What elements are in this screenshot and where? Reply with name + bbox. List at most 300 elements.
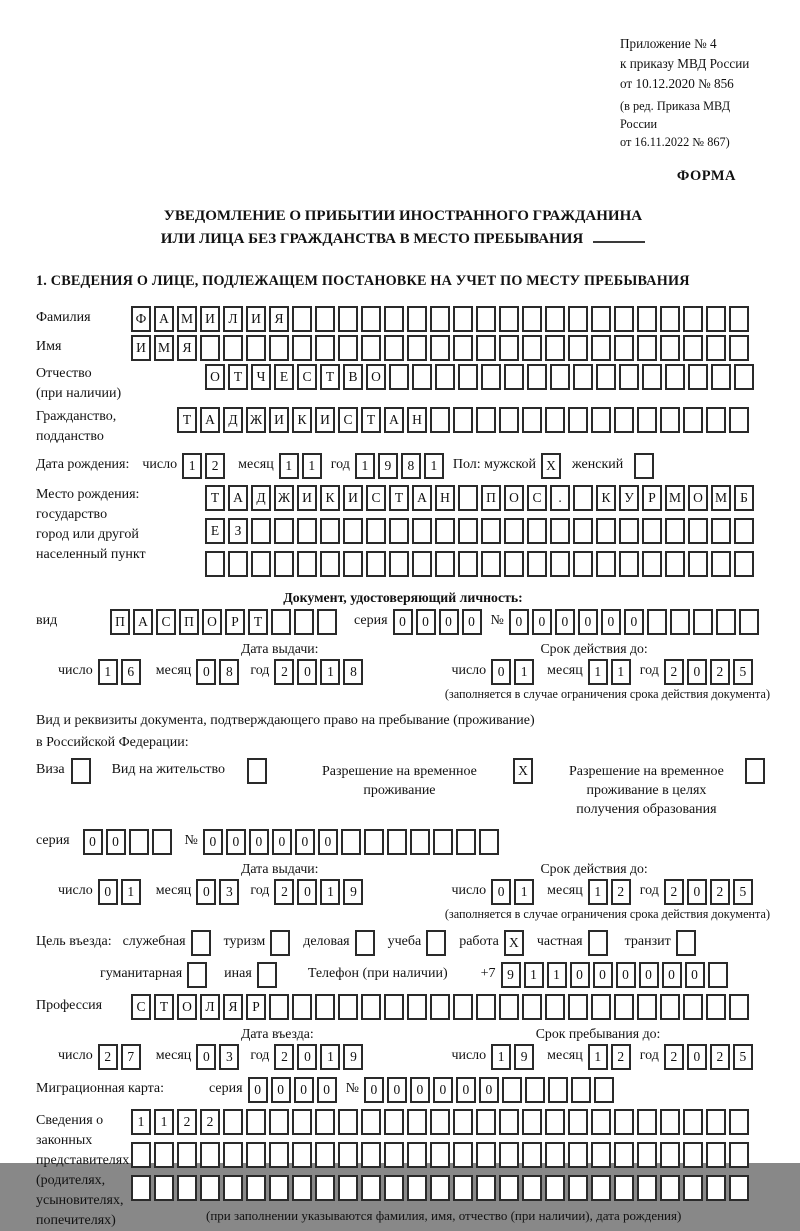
form-cell[interactable]: 0: [317, 1077, 337, 1103]
form-cell[interactable]: [366, 551, 386, 577]
form-cell[interactable]: 0: [318, 829, 338, 855]
form-cell[interactable]: 2: [177, 1109, 197, 1135]
form-cell[interactable]: А: [154, 306, 174, 332]
form-cell[interactable]: [131, 1175, 151, 1201]
form-cell[interactable]: [683, 306, 703, 332]
form-cell[interactable]: Т: [228, 364, 248, 390]
form-cell[interactable]: Л: [200, 994, 220, 1020]
form-cell[interactable]: [274, 518, 294, 544]
form-cell[interactable]: [364, 829, 384, 855]
form-cell[interactable]: [412, 551, 432, 577]
form-cell[interactable]: [315, 994, 335, 1020]
form-cell[interactable]: [270, 930, 290, 956]
form-cell[interactable]: 2: [664, 659, 684, 685]
form-cell[interactable]: 0: [272, 829, 292, 855]
form-cell[interactable]: 1: [320, 879, 340, 905]
form-cell[interactable]: [257, 962, 277, 988]
form-cell[interactable]: X: [541, 453, 561, 479]
form-cell[interactable]: 2: [274, 1044, 294, 1070]
form-cell[interactable]: [729, 407, 749, 433]
form-cell[interactable]: [693, 609, 713, 635]
form-cell[interactable]: [683, 1109, 703, 1135]
form-cell[interactable]: 5: [733, 879, 753, 905]
form-cell[interactable]: [453, 1109, 473, 1135]
form-cell[interactable]: [729, 994, 749, 1020]
form-cell[interactable]: [729, 1109, 749, 1135]
form-cell[interactable]: М: [711, 485, 731, 511]
form-cell[interactable]: 1: [279, 453, 299, 479]
form-cell[interactable]: [292, 1142, 312, 1168]
form-cell[interactable]: [619, 364, 639, 390]
form-cell[interactable]: 2: [710, 879, 730, 905]
form-cell[interactable]: [297, 518, 317, 544]
form-cell[interactable]: 1: [121, 879, 141, 905]
form-cell[interactable]: [550, 551, 570, 577]
form-cell[interactable]: [683, 1142, 703, 1168]
form-cell[interactable]: [315, 1175, 335, 1201]
form-cell[interactable]: 0: [687, 1044, 707, 1070]
form-cell[interactable]: Н: [407, 407, 427, 433]
form-cell[interactable]: [341, 829, 361, 855]
form-cell[interactable]: Т: [205, 485, 225, 511]
form-cell[interactable]: С: [131, 994, 151, 1020]
form-cell[interactable]: [594, 1077, 614, 1103]
form-cell[interactable]: [430, 306, 450, 332]
form-cell[interactable]: [435, 518, 455, 544]
form-cell[interactable]: [504, 364, 524, 390]
form-cell[interactable]: У: [619, 485, 639, 511]
form-cell[interactable]: [596, 551, 616, 577]
form-cell[interactable]: 0: [639, 962, 659, 988]
form-cell[interactable]: [458, 485, 478, 511]
form-cell[interactable]: Ф: [131, 306, 151, 332]
form-cell[interactable]: 3: [219, 1044, 239, 1070]
form-cell[interactable]: 0: [83, 829, 103, 855]
form-cell[interactable]: [430, 1142, 450, 1168]
form-cell[interactable]: [642, 518, 662, 544]
form-cell[interactable]: [568, 994, 588, 1020]
form-cell[interactable]: [660, 407, 680, 433]
form-cell[interactable]: [343, 518, 363, 544]
form-cell[interactable]: З: [228, 518, 248, 544]
form-cell[interactable]: 1: [491, 1044, 511, 1070]
form-cell[interactable]: [361, 1175, 381, 1201]
form-cell[interactable]: [637, 407, 657, 433]
form-cell[interactable]: [614, 1175, 634, 1201]
form-cell[interactable]: [522, 994, 542, 1020]
form-cell[interactable]: [430, 1175, 450, 1201]
form-cell[interactable]: 0: [98, 879, 118, 905]
form-cell[interactable]: [315, 1142, 335, 1168]
form-cell[interactable]: [389, 551, 409, 577]
form-cell[interactable]: [688, 364, 708, 390]
form-cell[interactable]: [71, 758, 91, 784]
form-cell[interactable]: [545, 1175, 565, 1201]
form-cell[interactable]: 8: [219, 659, 239, 685]
form-cell[interactable]: [660, 1142, 680, 1168]
form-cell[interactable]: Е: [205, 518, 225, 544]
form-cell[interactable]: [660, 335, 680, 361]
form-cell[interactable]: С: [338, 407, 358, 433]
form-cell[interactable]: 2: [611, 879, 631, 905]
form-cell[interactable]: [706, 1142, 726, 1168]
form-cell[interactable]: 0: [687, 879, 707, 905]
form-cell[interactable]: И: [131, 335, 151, 361]
form-cell[interactable]: 7: [121, 1044, 141, 1070]
form-cell[interactable]: [458, 364, 478, 390]
form-cell[interactable]: [706, 1109, 726, 1135]
form-cell[interactable]: Т: [248, 609, 268, 635]
form-cell[interactable]: [481, 551, 501, 577]
form-cell[interactable]: [706, 407, 726, 433]
form-cell[interactable]: [453, 407, 473, 433]
form-cell[interactable]: И: [343, 485, 363, 511]
form-cell[interactable]: [481, 518, 501, 544]
form-cell[interactable]: [246, 1142, 266, 1168]
form-cell[interactable]: [320, 518, 340, 544]
form-cell[interactable]: [361, 335, 381, 361]
form-cell[interactable]: Т: [361, 407, 381, 433]
form-cell[interactable]: [223, 335, 243, 361]
form-cell[interactable]: [315, 1109, 335, 1135]
form-cell[interactable]: [154, 1175, 174, 1201]
form-cell[interactable]: Т: [389, 485, 409, 511]
form-cell[interactable]: [361, 306, 381, 332]
form-cell[interactable]: [729, 335, 749, 361]
form-cell[interactable]: [361, 994, 381, 1020]
form-cell[interactable]: [545, 1109, 565, 1135]
form-cell[interactable]: [619, 518, 639, 544]
form-cell[interactable]: 1: [320, 1044, 340, 1070]
form-cell[interactable]: [200, 1142, 220, 1168]
form-cell[interactable]: 2: [664, 1044, 684, 1070]
form-cell[interactable]: [591, 994, 611, 1020]
form-cell[interactable]: [504, 551, 524, 577]
form-cell[interactable]: [716, 609, 736, 635]
form-cell[interactable]: [729, 1175, 749, 1201]
form-cell[interactable]: [200, 335, 220, 361]
form-cell[interactable]: 1: [588, 879, 608, 905]
form-cell[interactable]: И: [269, 407, 289, 433]
form-cell[interactable]: Р: [642, 485, 662, 511]
form-cell[interactable]: А: [412, 485, 432, 511]
form-cell[interactable]: [591, 1175, 611, 1201]
form-cell[interactable]: [251, 551, 271, 577]
form-cell[interactable]: 1: [547, 962, 567, 988]
form-cell[interactable]: [453, 994, 473, 1020]
form-cell[interactable]: Л: [223, 306, 243, 332]
form-cell[interactable]: [338, 1109, 358, 1135]
form-cell[interactable]: [499, 994, 519, 1020]
form-cell[interactable]: 0: [297, 659, 317, 685]
form-cell[interactable]: X: [504, 930, 524, 956]
form-cell[interactable]: 9: [343, 879, 363, 905]
form-cell[interactable]: Р: [225, 609, 245, 635]
form-cell[interactable]: Ж: [274, 485, 294, 511]
form-cell[interactable]: А: [200, 407, 220, 433]
form-cell[interactable]: [637, 1109, 657, 1135]
form-cell[interactable]: 9: [378, 453, 398, 479]
form-cell[interactable]: Я: [177, 335, 197, 361]
form-cell[interactable]: [191, 930, 211, 956]
form-cell[interactable]: Т: [154, 994, 174, 1020]
form-cell[interactable]: 1: [98, 659, 118, 685]
form-cell[interactable]: Ч: [251, 364, 271, 390]
form-cell[interactable]: [614, 1142, 634, 1168]
form-cell[interactable]: О: [205, 364, 225, 390]
form-cell[interactable]: П: [179, 609, 199, 635]
form-cell[interactable]: [412, 518, 432, 544]
form-cell[interactable]: [637, 306, 657, 332]
form-cell[interactable]: [545, 1142, 565, 1168]
form-cell[interactable]: [292, 306, 312, 332]
form-cell[interactable]: [548, 1077, 568, 1103]
form-cell[interactable]: [729, 1142, 749, 1168]
form-cell[interactable]: [745, 758, 765, 784]
form-cell[interactable]: [739, 609, 759, 635]
form-cell[interactable]: [545, 335, 565, 361]
form-cell[interactable]: [430, 1109, 450, 1135]
form-cell[interactable]: [522, 1109, 542, 1135]
form-cell[interactable]: [683, 1175, 703, 1201]
form-cell[interactable]: [223, 1142, 243, 1168]
form-cell[interactable]: 0: [578, 609, 598, 635]
form-cell[interactable]: 0: [624, 609, 644, 635]
form-cell[interactable]: [389, 364, 409, 390]
form-cell[interactable]: 0: [462, 609, 482, 635]
form-cell[interactable]: М: [665, 485, 685, 511]
form-cell[interactable]: [499, 306, 519, 332]
form-cell[interactable]: Р: [246, 994, 266, 1020]
form-cell[interactable]: [591, 306, 611, 332]
form-cell[interactable]: [355, 930, 375, 956]
form-cell[interactable]: К: [596, 485, 616, 511]
form-cell[interactable]: [568, 1175, 588, 1201]
form-cell[interactable]: 0: [196, 659, 216, 685]
form-cell[interactable]: [591, 1142, 611, 1168]
form-cell[interactable]: [269, 1175, 289, 1201]
form-cell[interactable]: 0: [295, 829, 315, 855]
form-cell[interactable]: 1: [182, 453, 202, 479]
form-cell[interactable]: [573, 551, 593, 577]
form-cell[interactable]: [504, 518, 524, 544]
form-cell[interactable]: О: [688, 485, 708, 511]
form-cell[interactable]: 5: [733, 659, 753, 685]
form-cell[interactable]: [430, 994, 450, 1020]
form-cell[interactable]: [320, 551, 340, 577]
form-cell[interactable]: [660, 1109, 680, 1135]
form-cell[interactable]: [499, 407, 519, 433]
form-cell[interactable]: Д: [223, 407, 243, 433]
form-cell[interactable]: [550, 364, 570, 390]
form-cell[interactable]: [338, 1175, 358, 1201]
form-cell[interactable]: 0: [439, 609, 459, 635]
form-cell[interactable]: И: [246, 306, 266, 332]
form-cell[interactable]: [525, 1077, 545, 1103]
form-cell[interactable]: Я: [269, 306, 289, 332]
form-cell[interactable]: [361, 1142, 381, 1168]
form-cell[interactable]: [426, 930, 446, 956]
form-cell[interactable]: Е: [274, 364, 294, 390]
form-cell[interactable]: [634, 453, 654, 479]
form-cell[interactable]: [711, 551, 731, 577]
form-cell[interactable]: 0: [203, 829, 223, 855]
form-cell[interactable]: К: [320, 485, 340, 511]
form-cell[interactable]: [481, 364, 501, 390]
form-cell[interactable]: 0: [294, 1077, 314, 1103]
form-cell[interactable]: 1: [131, 1109, 151, 1135]
form-cell[interactable]: [706, 994, 726, 1020]
form-cell[interactable]: О: [177, 994, 197, 1020]
form-cell[interactable]: [292, 1109, 312, 1135]
form-cell[interactable]: [384, 306, 404, 332]
form-cell[interactable]: [315, 335, 335, 361]
form-cell[interactable]: К: [292, 407, 312, 433]
form-cell[interactable]: [706, 1175, 726, 1201]
form-cell[interactable]: [205, 551, 225, 577]
form-cell[interactable]: П: [110, 609, 130, 635]
form-cell[interactable]: [269, 1109, 289, 1135]
form-cell[interactable]: [476, 1109, 496, 1135]
form-cell[interactable]: [637, 335, 657, 361]
form-cell[interactable]: [361, 1109, 381, 1135]
form-cell[interactable]: И: [297, 485, 317, 511]
form-cell[interactable]: [499, 1109, 519, 1135]
form-cell[interactable]: И: [200, 306, 220, 332]
form-cell[interactable]: [384, 335, 404, 361]
form-cell[interactable]: 2: [200, 1109, 220, 1135]
form-cell[interactable]: 2: [710, 1044, 730, 1070]
form-cell[interactable]: [384, 1109, 404, 1135]
form-cell[interactable]: 1: [524, 962, 544, 988]
form-cell[interactable]: 0: [196, 1044, 216, 1070]
form-cell[interactable]: [269, 1142, 289, 1168]
form-cell[interactable]: [676, 930, 696, 956]
form-cell[interactable]: [154, 1142, 174, 1168]
form-cell[interactable]: [568, 1142, 588, 1168]
form-cell[interactable]: [200, 1175, 220, 1201]
form-cell[interactable]: [338, 306, 358, 332]
form-cell[interactable]: 0: [387, 1077, 407, 1103]
form-cell[interactable]: [366, 518, 386, 544]
form-cell[interactable]: Н: [435, 485, 455, 511]
form-cell[interactable]: 1: [514, 879, 534, 905]
form-cell[interactable]: П: [481, 485, 501, 511]
form-cell[interactable]: 9: [343, 1044, 363, 1070]
form-cell[interactable]: С: [297, 364, 317, 390]
form-cell[interactable]: 0: [196, 879, 216, 905]
form-cell[interactable]: 1: [320, 659, 340, 685]
form-cell[interactable]: 0: [687, 659, 707, 685]
form-cell[interactable]: [271, 609, 291, 635]
form-cell[interactable]: 0: [570, 962, 590, 988]
form-cell[interactable]: [407, 306, 427, 332]
form-cell[interactable]: [458, 518, 478, 544]
form-cell[interactable]: 0: [479, 1077, 499, 1103]
form-cell[interactable]: [550, 518, 570, 544]
form-cell[interactable]: [389, 518, 409, 544]
form-cell[interactable]: [407, 1109, 427, 1135]
form-cell[interactable]: [683, 994, 703, 1020]
form-cell[interactable]: [591, 407, 611, 433]
form-cell[interactable]: [614, 335, 634, 361]
form-cell[interactable]: 1: [302, 453, 322, 479]
form-cell[interactable]: [476, 1175, 496, 1201]
form-cell[interactable]: О: [504, 485, 524, 511]
form-cell[interactable]: 2: [98, 1044, 118, 1070]
form-cell[interactable]: О: [366, 364, 386, 390]
form-cell[interactable]: [223, 1109, 243, 1135]
form-cell[interactable]: 9: [514, 1044, 534, 1070]
form-cell[interactable]: Б: [734, 485, 754, 511]
form-cell[interactable]: С: [366, 485, 386, 511]
form-cell[interactable]: [292, 1175, 312, 1201]
form-cell[interactable]: 2: [611, 1044, 631, 1070]
form-cell[interactable]: 0: [662, 962, 682, 988]
form-cell[interactable]: Т: [320, 364, 340, 390]
form-cell[interactable]: [407, 1142, 427, 1168]
form-cell[interactable]: [292, 335, 312, 361]
form-cell[interactable]: 0: [685, 962, 705, 988]
form-cell[interactable]: Ж: [246, 407, 266, 433]
form-cell[interactable]: [527, 364, 547, 390]
form-cell[interactable]: 2: [664, 879, 684, 905]
form-cell[interactable]: [734, 518, 754, 544]
form-cell[interactable]: 0: [410, 1077, 430, 1103]
form-cell[interactable]: [294, 609, 314, 635]
form-cell[interactable]: 0: [593, 962, 613, 988]
form-cell[interactable]: М: [177, 306, 197, 332]
form-cell[interactable]: 1: [355, 453, 375, 479]
form-cell[interactable]: [573, 485, 593, 511]
form-cell[interactable]: [571, 1077, 591, 1103]
form-cell[interactable]: [522, 306, 542, 332]
form-cell[interactable]: 2: [205, 453, 225, 479]
form-cell[interactable]: 8: [401, 453, 421, 479]
form-cell[interactable]: [177, 1142, 197, 1168]
form-cell[interactable]: [246, 335, 266, 361]
form-cell[interactable]: [647, 609, 667, 635]
form-cell[interactable]: В: [343, 364, 363, 390]
form-cell[interactable]: Я: [223, 994, 243, 1020]
form-cell[interactable]: С: [156, 609, 176, 635]
form-cell[interactable]: [591, 335, 611, 361]
form-cell[interactable]: [522, 1175, 542, 1201]
form-cell[interactable]: С: [527, 485, 547, 511]
form-cell[interactable]: 0: [532, 609, 552, 635]
form-cell[interactable]: [476, 306, 496, 332]
form-cell[interactable]: 0: [616, 962, 636, 988]
form-cell[interactable]: 0: [456, 1077, 476, 1103]
form-cell[interactable]: А: [133, 609, 153, 635]
form-cell[interactable]: [502, 1077, 522, 1103]
form-cell[interactable]: [292, 994, 312, 1020]
form-cell[interactable]: 1: [514, 659, 534, 685]
form-cell[interactable]: [435, 364, 455, 390]
form-cell[interactable]: [453, 1175, 473, 1201]
form-cell[interactable]: [619, 551, 639, 577]
form-cell[interactable]: [387, 829, 407, 855]
form-cell[interactable]: 0: [416, 609, 436, 635]
form-cell[interactable]: [688, 518, 708, 544]
form-cell[interactable]: 0: [393, 609, 413, 635]
form-cell[interactable]: [177, 1175, 197, 1201]
form-cell[interactable]: [499, 1175, 519, 1201]
form-cell[interactable]: [642, 364, 662, 390]
form-cell[interactable]: [527, 551, 547, 577]
form-cell[interactable]: 1: [611, 659, 631, 685]
form-cell[interactable]: [338, 994, 358, 1020]
